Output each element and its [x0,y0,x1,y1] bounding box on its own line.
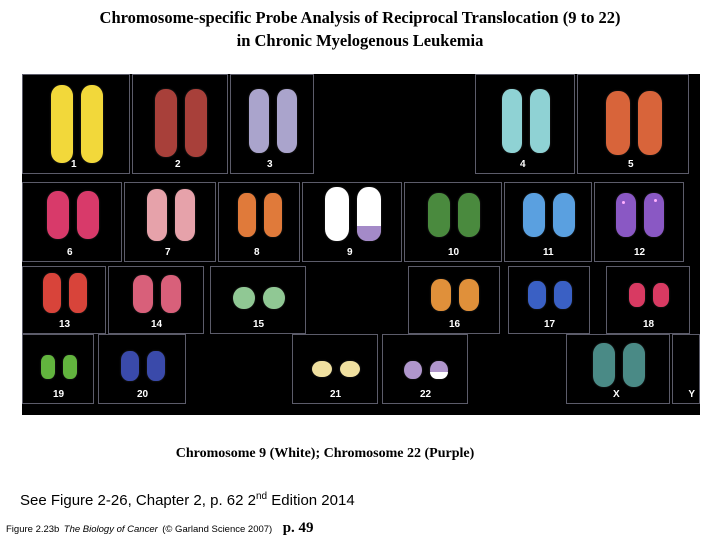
chromosome-pair-12 [594,182,684,262]
translocated-segment [430,372,448,379]
translocated-segment [357,226,381,241]
chromosome-label: 9 [347,247,353,258]
chromosome-5-copy-2 [638,91,662,155]
chromosome-7-copy-1 [147,189,167,241]
chromosome-label: 14 [151,319,163,330]
chromosome-label: 1 [71,159,77,170]
chromosome-7-copy-2 [175,189,195,241]
reference-suffix: Edition 2014 [267,492,355,509]
chromosome-pair-8 [218,182,300,262]
title-line-2: in Chronic Myelogenous Leukemia [236,31,484,50]
chromosome-2-copy-1 [155,89,177,157]
chromosome-17-copy-2 [554,281,572,309]
chromosome-label: 6 [67,247,73,258]
chromosome-9-copy-1 [325,187,349,241]
chromosome-pair-17 [508,266,590,334]
chromosome-label: 5 [628,159,634,170]
chromosome-label: 21 [330,389,342,400]
chromosome-label: 12 [634,247,646,258]
chromosome-label: 13 [59,319,71,330]
citation-publisher: (© Garland Science 2007) [162,524,273,535]
chromosome-pair-11 [504,182,592,262]
slide-title [0,6,720,52]
chromosome-label: 16 [449,319,461,330]
chromosome-x-copy-1 [593,343,615,387]
chromosome-15-copy-1 [233,287,255,309]
chromosome-10-copy-2 [458,193,480,237]
chromosome-label: 7 [165,247,171,258]
chromosome-pair-18 [606,266,690,334]
chromosome-5-copy-1 [606,91,630,155]
chromosome-21-copy-2 [340,361,360,377]
chromosome-pair-1 [22,74,130,174]
chromosome-9-copy-2 [357,187,381,241]
chromosome-8-copy-2 [264,193,282,237]
chromosome-pair-y [672,334,700,404]
chromosome-pair-10 [404,182,502,262]
chromosome-13-copy-1 [43,273,61,313]
chromosome-pair-22 [382,334,468,404]
chromosome-pair-5 [577,74,689,174]
chromosome-pair-9 [302,182,402,262]
citation-figure: Figure 2.23b [6,524,60,535]
chromosome-6-copy-2 [77,191,99,239]
chromosome-14-copy-2 [161,275,181,313]
chromosome-label: 2 [175,159,181,170]
karyotype-image [22,74,700,415]
chromosome-pair-15 [210,266,306,334]
chromosome-22-copy-1 [404,361,422,379]
chromosome-label: 15 [253,319,265,330]
chromosome-1-copy-1 [51,85,73,163]
chromosome-22-copy-2 [430,361,448,379]
chromosome-label: 3 [267,159,273,170]
chromosome-15-copy-2 [263,287,285,309]
chromosome-pair-x [566,334,670,404]
chromosome-16-copy-1 [431,279,451,311]
chromosome-3-copy-1 [249,89,269,153]
chromosome-label: 10 [448,247,460,258]
chromosome-17-copy-1 [528,281,546,309]
probe-signal [622,201,625,204]
citation-page: p. 49 [282,520,314,536]
textbook-reference [20,491,355,509]
title-line-1: Chromosome-specific Probe Analysis of Reciprocal Translocation (9 to 22) [99,8,621,27]
chromosome-pair-20 [98,334,186,404]
chromosome-pair-21 [292,334,378,404]
chromosome-19-copy-1 [41,355,55,379]
chromosome-11-copy-1 [523,193,545,237]
chromosome-label: 17 [544,319,556,330]
chromosome-pair-4 [475,74,575,174]
chromosome-label: 11 [543,247,554,258]
chromosome-12-copy-2 [644,193,664,237]
chromosome-pair-2 [132,74,228,174]
chromosome-pair-7 [124,182,216,262]
chromosome-19-copy-2 [63,355,77,379]
chromosome-6-copy-1 [47,191,69,239]
chromosome-label: 4 [520,159,526,170]
chromosome-1-copy-2 [81,85,103,163]
chromosome-16-copy-2 [459,279,479,311]
chromosome-11-copy-2 [553,193,575,237]
chromosome-14-copy-1 [133,275,153,313]
chromosome-18-copy-2 [653,283,669,307]
chromosome-label: 18 [643,319,655,330]
chromosome-pair-19 [22,334,94,404]
chromosome-4-copy-2 [530,89,550,153]
chromosome-2-copy-2 [185,89,207,157]
citation-book: The Biology of Cancer [63,524,158,535]
probe-signal [654,199,657,202]
chromosome-pair-6 [22,182,122,262]
chromosome-13-copy-2 [69,273,87,313]
chromosome-18-copy-1 [629,283,645,307]
reference-prefix: See Figure 2-26, Chapter 2, p. 62 2 [20,492,256,509]
chromosome-label: 22 [420,389,432,400]
chromosome-pair-13 [22,266,106,334]
chromosome-12-copy-1 [616,193,636,237]
chromosome-label: X [613,389,620,400]
chromosome-20-copy-1 [121,351,139,381]
chromosome-pair-14 [108,266,204,334]
chromosome-pair-3 [230,74,314,174]
reference-superscript: nd [255,491,268,502]
chromosome-label: 19 [53,389,65,400]
chromosome-8-copy-1 [238,193,256,237]
chromosome-x-copy-2 [623,343,645,387]
image-caption: Chromosome 9 (White); Chromosome 22 (Purple) [175,446,475,461]
chromosome-10-copy-1 [428,193,450,237]
chromosome-3-copy-2 [277,89,297,153]
chromosome-label: Y [688,389,695,400]
chromosome-4-copy-1 [502,89,522,153]
chromosome-20-copy-2 [147,351,165,381]
chromosome-label: 8 [254,247,260,258]
chromosome-pair-16 [408,266,500,334]
figure-citation [6,519,314,537]
chromosome-label: 20 [137,389,149,400]
chromosome-21-copy-1 [312,361,332,377]
